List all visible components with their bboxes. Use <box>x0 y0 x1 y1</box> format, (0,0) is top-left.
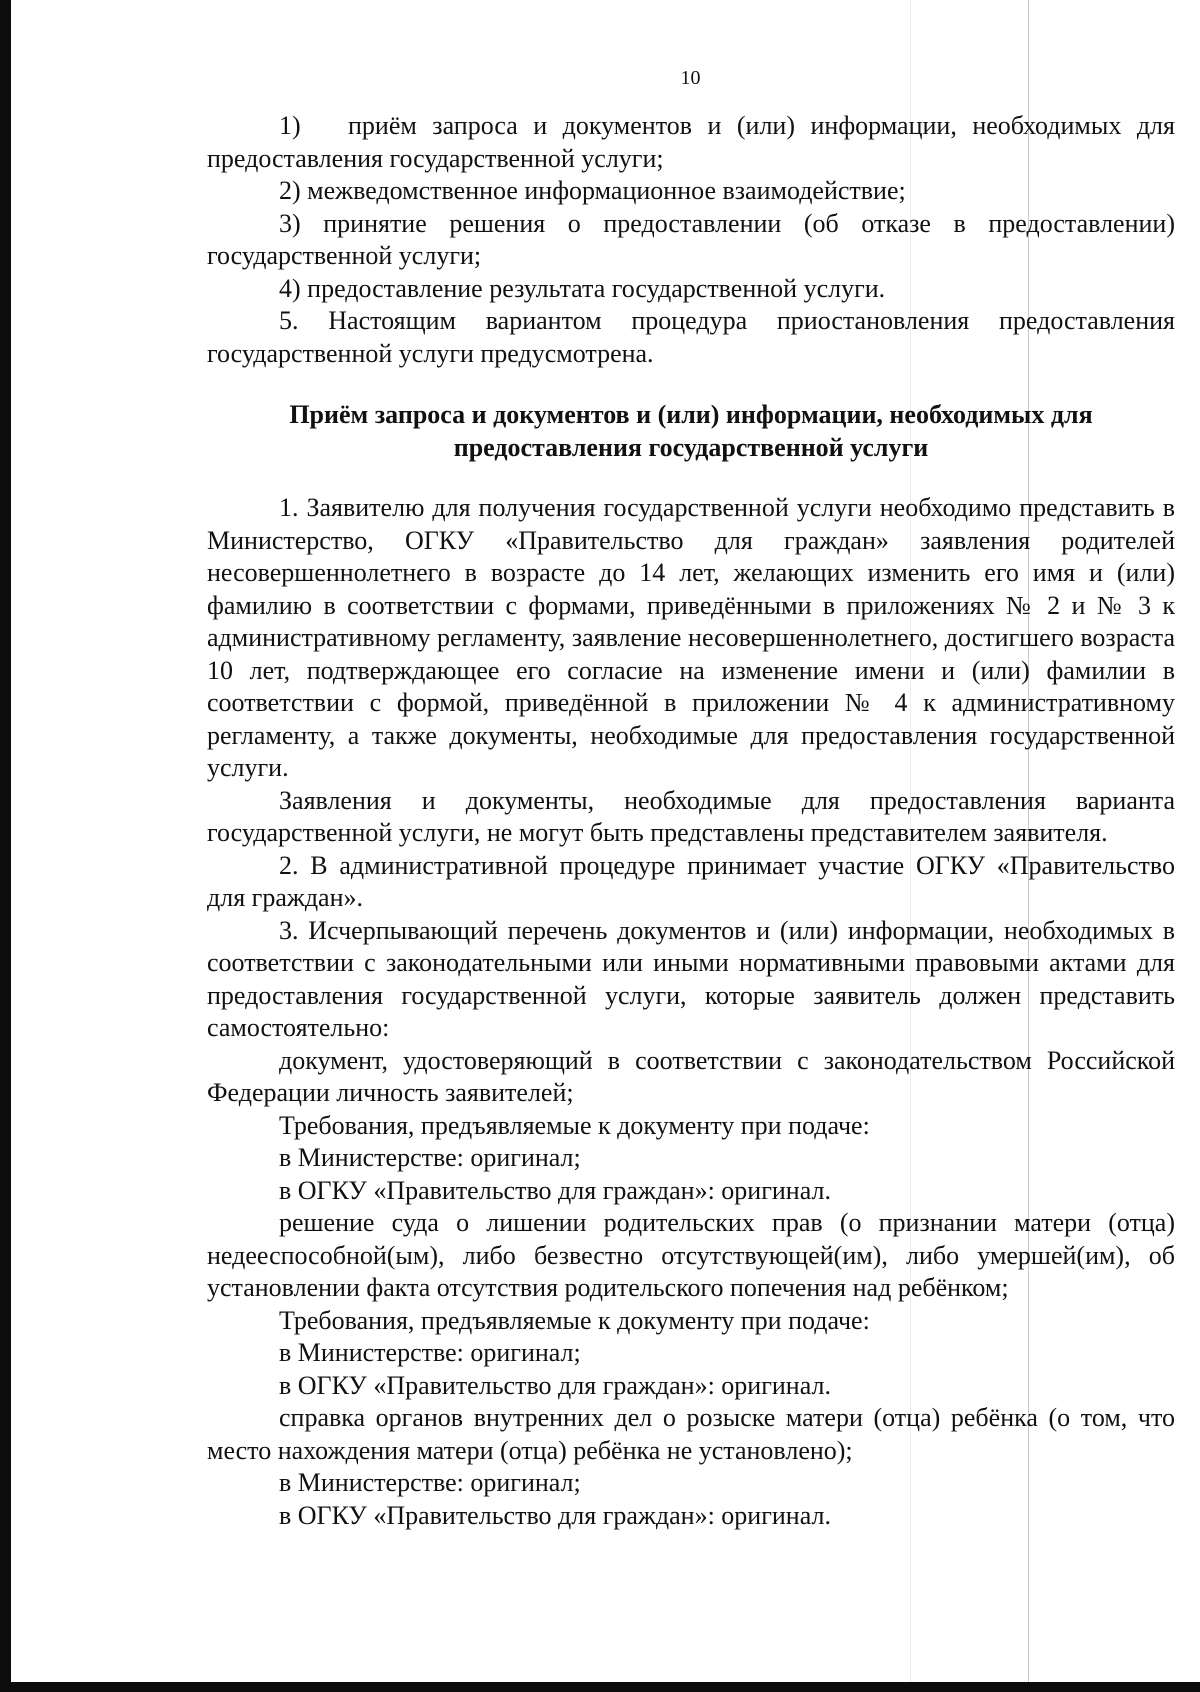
ministry-original-3: в Министерстве: оригинал; <box>279 1468 581 1497</box>
intro-item-3: 3) принятие решения о предоставлении (об отказе в предоставлении) государственной услуги; <box>207 208 1175 270</box>
court-decision: решение суда о лишении родительских прав (о признании матери (отца) недееспособной(ым), либо безвестно отсутствующей(им), либо умершей(им), об установлении факта отсутствия родительского попечения над ребёнком; <box>207 1208 1175 1302</box>
intro-list <box>207 175 1175 370</box>
intro-item-5: 5. Настоящим вариантом процедура приостановления предоставления государственной услуги предусмотрена. <box>207 306 1175 368</box>
paragraph-1: 1. Заявителю для получения государственной услуги необходимо представить в Министерство, ОГКУ «Правительство для граждан» заявления родителей несовершеннолетнего в возрасте до 14 лет, желающих изменить его имя и (или) фамилию в соответствии с формами, приведёнными в приложениях № 2 и № 3 к административному регламенту, заявление несовершеннолетнего, достигшего возраста 10 лет, подтверждающее его согласие на изменение имени и (или) фамилии в соответствии с формой, приведённой в приложении № 4 к административному регламенту, а также документы, необходимые для предоставления государственной услуги. <box>207 493 1175 782</box>
intro-item-4: 4) предоставление результата государственной услуги. <box>279 273 886 303</box>
scan-edge-bottom <box>0 1682 1200 1692</box>
paragraph-3: 3. Исчерпывающий перечень документов и (или) информации, необходимых в соответствии с законодательными или иными нормативными правовыми актами для предоставления государственной услуги, которые заявитель должен представить самостоятельно: <box>207 915 1175 1042</box>
requirements-2: Требования, предъявляемые к документу при подаче: <box>279 1305 870 1335</box>
intro-item-1-number: 1) <box>279 111 301 140</box>
scan-edge-left <box>0 0 11 1692</box>
police-certificate: справка органов внутренних дел о розыске матери (отца) ребёнка (о том, что место нахождения матери (отца) ребёнка не установлено); <box>207 1403 1175 1465</box>
page-number: 10 <box>680 67 701 89</box>
paragraph-representative: Заявления и документы, необходимые для предоставления варианта государственной услуги, не могут быть представлены представителем заявителя. <box>207 785 1175 847</box>
section-heading <box>207 398 1175 464</box>
intro-item-1-text: приём запроса и документов и (или) информации, необходимых для предоставления государственной услуги; <box>207 111 1175 173</box>
section-heading-line-2: предоставления государственной услуги <box>453 433 929 462</box>
ogku-original-1: в ОГКУ «Правительство для граждан»: оригинал. <box>279 1175 831 1205</box>
ministry-original-1: в Министерстве: оригинал; <box>279 1143 581 1172</box>
ogku-original-3: в ОГКУ «Правительство для граждан»: оригинал. <box>279 1500 831 1530</box>
paragraph-2: 2. В административной процедуре принимает участие ОГКУ «Правительство для граждан». <box>207 850 1175 912</box>
section-heading-line-1: Приём запроса и документов и (или) информации, необходимых для <box>289 400 1093 429</box>
document-identity: документ, удостоверяющий в соответствии с законодательством Российской Федерации личность заявителей; <box>207 1045 1175 1107</box>
ogku-original-2: в ОГКУ «Правительство для граждан»: оригинал. <box>279 1370 831 1400</box>
intro-item-2: 2) межведомственное информационное взаимодействие; <box>279 176 906 205</box>
document-body <box>207 492 1175 1532</box>
requirements-1: Требования, предъявляемые к документу при подаче: <box>279 1110 870 1140</box>
intro-item-1 <box>207 110 1175 175</box>
ministry-original-2: в Министерстве: оригинал; <box>279 1338 581 1367</box>
